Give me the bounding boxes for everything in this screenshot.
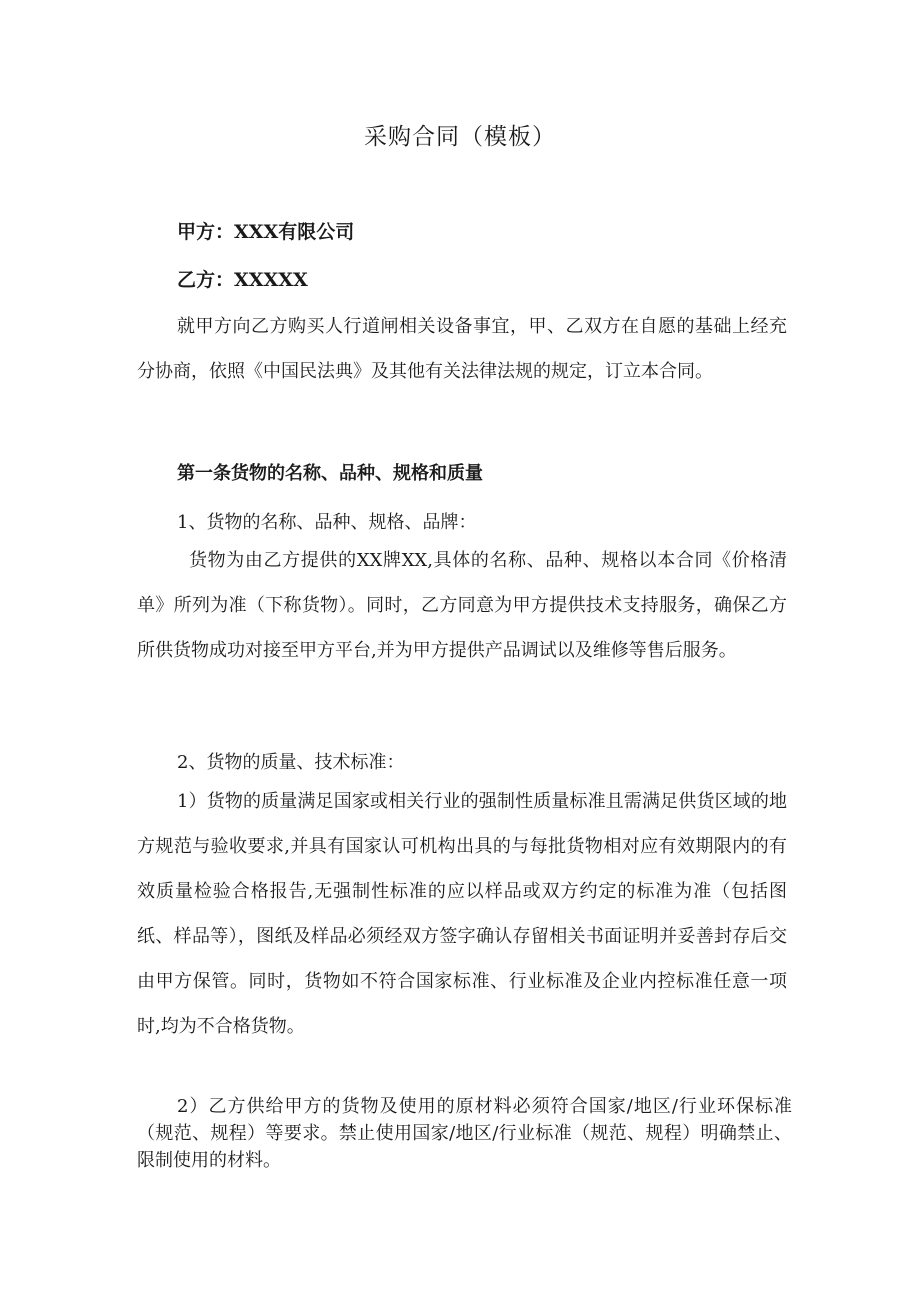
party-a: 甲方：XXX有限公司 [177,221,355,243]
item-1-body: 货物为由乙方提供的XX牌XX,具体的名称、品种、规格以本合同《价格清单》所列为准（下称货物）。同时，乙方同意为甲方提供技术支持服务，确保乙方所供货物成功对接至甲方平台,并为甲方提供产品调试以及维修等售后服务。 [137,550,787,661]
preamble-paragraph: 就甲方向乙方购买人行道闸相关设备事宜，甲、乙双方在自愿的基础上经充分协商，依照《中国民法典》及其他有关法律法规的规定，订立本合同。 [137,316,787,382]
item-2-sub-1: 1）货物的质量满足国家或相关行业的强制性质量标准且需满足供货区域的地方规范与验收要求,并具有国家认可机构出具的与每批货物相对应有效期限内的有效质量检验合格报告,无强制性标准的应以样品或双方约定的标准为准（包括图纸、样品等），图纸及样品必须经双方签字确认存留相关书面证明并妥善封存后交由甲方保管。同时，货物如不符合国家标准、行业标准及企业内控标准任意一项时,均为不合格货物。 [137,791,787,1037]
item-1-title: 1、货物的名称、品种、规格、品牌： [177,512,477,533]
item-2-title: 2、货物的质量、技术标准： [177,752,405,773]
party-b: 乙方：XXXXX [177,269,308,291]
document-title: 采购合同（模板） [364,124,556,150]
article-1-heading: 第一条货物的名称、品种、规格和质量 [177,463,483,484]
item-2-sub-2: 2）乙方供给甲方的货物及使用的原材料必须符合国家/地区/行业环保标准（规范、规程）等要求。禁止使用国家/地区/行业标准（规范、规程）明确禁止、限制使用的材料。 [137,1096,792,1171]
